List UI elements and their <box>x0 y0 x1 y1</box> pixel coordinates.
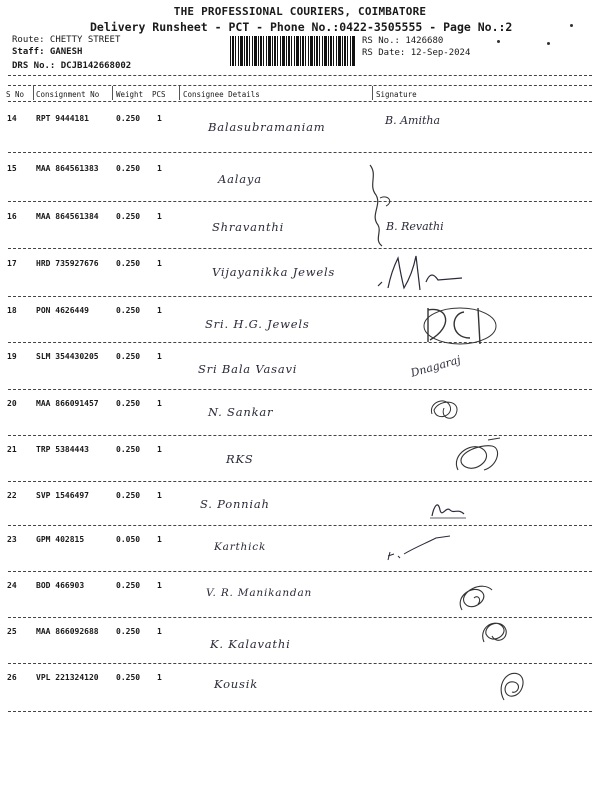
column-header-sno: S No <box>6 90 25 99</box>
row-consignee: Karthick <box>214 541 267 553</box>
header-divider <box>8 101 592 102</box>
row-weight: 0.250 <box>116 581 141 590</box>
column-header-consignment: Consignment No <box>36 90 100 99</box>
row-consignment: MAA 866091457 <box>36 399 99 408</box>
row-consignee: K. Kalavathi <box>210 637 291 651</box>
route-label: Route: CHETTY STREET <box>12 35 121 45</box>
rs-number: RS No.: 1426680 <box>362 36 444 46</box>
row-pcs: 1 <box>157 212 162 221</box>
row-sno: 15 <box>7 164 17 173</box>
row-pcs: 1 <box>157 306 162 315</box>
signature-scribble-mark <box>376 252 466 296</box>
row-pcs: 1 <box>157 627 162 636</box>
drs-number: DRS No.: DCJB142668002 <box>12 61 132 71</box>
column-header-consignee: Consignee Details <box>183 90 260 99</box>
row-divider <box>8 711 592 712</box>
barcode <box>230 36 355 66</box>
signature-loop-mark <box>494 664 530 708</box>
row-signature: Dnagaraj <box>409 353 463 380</box>
table-row <box>0 110 600 158</box>
signature-loop-mark <box>426 394 466 424</box>
row-weight: 0.250 <box>116 491 141 500</box>
row-pcs: 1 <box>157 114 162 123</box>
company-title: THE PROFESSIONAL COURIERS, COIMBATORE <box>173 5 427 18</box>
row-sno: 25 <box>7 627 17 636</box>
row-consignment: SLM 354430205 <box>36 352 99 361</box>
row-sno: 16 <box>7 212 17 221</box>
row-pcs: 1 <box>157 445 162 454</box>
column-header-pcs: PCS <box>152 90 166 99</box>
column-divider <box>33 86 34 100</box>
row-consignee: N. Sankar <box>208 405 274 419</box>
row-consignee: Sri. H.G. Jewels <box>205 317 310 331</box>
row-divider <box>8 481 592 482</box>
staff-label: Staff: GANESH <box>12 47 83 57</box>
row-consignee: Kousik <box>214 677 258 691</box>
column-divider <box>372 86 373 100</box>
signature-bracket-mark <box>360 160 410 250</box>
row-consignee: Shravanthi <box>212 220 285 234</box>
row-pcs: 1 <box>157 164 162 173</box>
row-sno: 23 <box>7 535 17 544</box>
row-divider <box>8 571 592 572</box>
row-pcs: 1 <box>157 259 162 268</box>
row-weight: 0.250 <box>116 212 141 221</box>
row-weight: 0.250 <box>116 445 141 454</box>
row-consignment: MAA 866092688 <box>36 627 99 636</box>
row-sno: 26 <box>7 673 17 682</box>
header-divider <box>8 85 592 86</box>
row-consignee: Sri Bala Vasavi <box>198 362 298 376</box>
row-divider <box>8 525 592 526</box>
signature-loop-mark <box>476 612 512 650</box>
row-consignee: S. Ponniah <box>200 497 270 511</box>
row-consignee: Vijayanikka Jewels <box>212 265 336 279</box>
row-consignment: BOD 466903 <box>36 581 85 590</box>
row-pcs: 1 <box>157 673 162 682</box>
row-weight: 0.250 <box>116 259 141 268</box>
rs-date: RS Date: 12-Sep-2024 <box>362 48 471 58</box>
row-consignee: Balasubramaniam <box>208 120 326 134</box>
row-pcs: 1 <box>157 491 162 500</box>
row-consignment: GPM 402815 <box>36 535 85 544</box>
row-consignee: V. R. Manikandan <box>206 587 313 599</box>
row-weight: 0.050 <box>116 535 141 544</box>
signature-loop-mark <box>448 436 508 480</box>
row-divider <box>8 201 592 202</box>
row-sno: 22 <box>7 491 17 500</box>
row-pcs: 1 <box>157 581 162 590</box>
row-consignment: PON 4626449 <box>36 306 89 315</box>
row-sno: 19 <box>7 352 17 361</box>
row-consignee: RKS <box>226 452 254 466</box>
stray-mark <box>570 24 573 27</box>
column-divider <box>179 86 180 100</box>
row-weight: 0.250 <box>116 164 141 173</box>
row-weight: 0.250 <box>116 627 141 636</box>
row-sno: 18 <box>7 306 17 315</box>
row-sno: 21 <box>7 445 17 454</box>
row-sno: 17 <box>7 259 17 268</box>
row-divider <box>8 248 592 249</box>
row-signature: B. Revathi <box>386 220 444 233</box>
row-pcs: 1 <box>157 399 162 408</box>
row-weight: 0.250 <box>116 673 141 682</box>
column-divider <box>112 86 113 100</box>
signature-dc-mark <box>420 304 500 346</box>
column-header-signature: Signature <box>376 90 417 99</box>
row-sno: 24 <box>7 581 17 590</box>
row-divider <box>8 152 592 153</box>
stray-mark <box>497 40 500 43</box>
row-weight: 0.250 <box>116 306 141 315</box>
stray-mark <box>547 42 550 45</box>
row-divider <box>8 342 592 343</box>
row-weight: 0.250 <box>116 114 141 123</box>
runsheet-subtitle: Delivery Runsheet - PCT - Phone No.:0422-3505555 - Page No.:2 <box>90 20 513 34</box>
row-weight: 0.250 <box>116 399 141 408</box>
row-consignment: HRD 735927676 <box>36 259 99 268</box>
row-consignee: Aalaya <box>218 172 262 186</box>
row-pcs: 1 <box>157 535 162 544</box>
signature-scribble-mark <box>428 496 468 522</box>
row-weight: 0.250 <box>116 352 141 361</box>
row-sno: 14 <box>7 114 17 123</box>
row-consignment: SVP 1546497 <box>36 491 89 500</box>
row-consignment: MAA 864561384 <box>36 212 99 221</box>
row-divider <box>8 296 592 297</box>
row-divider <box>8 389 592 390</box>
column-header-weight: Weight <box>116 90 144 99</box>
row-consignment: MAA 864561383 <box>36 164 99 173</box>
table-row <box>0 487 600 535</box>
signature-scribble-mark <box>384 534 464 570</box>
row-consignment: TRP 5384443 <box>36 445 89 454</box>
row-pcs: 1 <box>157 352 162 361</box>
header-divider <box>8 75 592 76</box>
row-signature: B. Amitha <box>385 114 441 127</box>
row-consignment: VPL 221324120 <box>36 673 99 682</box>
row-sno: 20 <box>7 399 17 408</box>
row-consignment: RPT 9444181 <box>36 114 89 123</box>
